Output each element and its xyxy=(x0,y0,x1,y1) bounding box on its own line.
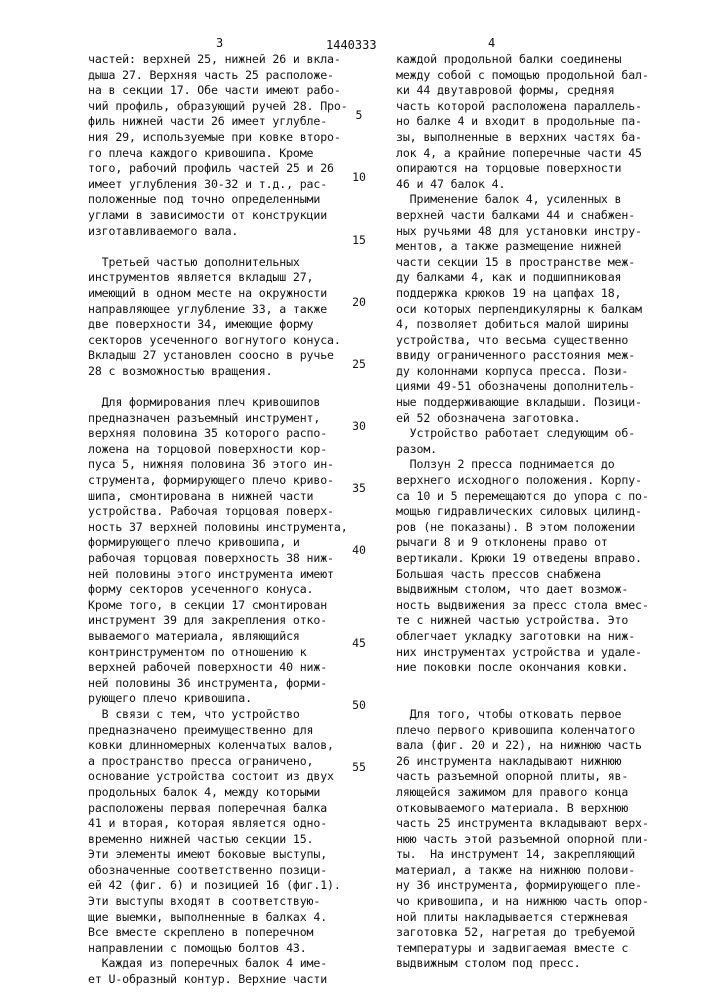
text-line: секторов усеченного вогнутого конуса. xyxy=(88,333,356,349)
patent-number: 1440333 xyxy=(326,38,377,52)
paragraph-gap xyxy=(88,239,356,255)
text-line: вываемого материала, являющийся xyxy=(88,629,356,645)
text-line: дыша 27. Верхняя часть 25 расположе- xyxy=(88,68,356,84)
text-line: Большая часть прессов снабжена xyxy=(396,567,686,583)
text-line: Ползун 2 пресса поднимается до xyxy=(396,457,686,473)
line-number: 55 xyxy=(349,760,369,774)
text-line: верхней части балками 44 и снабжен- xyxy=(396,208,686,224)
text-line: шипа, смонтирована в нижней части xyxy=(88,489,356,505)
page-number-right: 4 xyxy=(488,36,495,50)
text-line: рычаги 8 и 9 отклонены право от xyxy=(396,535,686,551)
text-line: между собой с помощью продольной бал- xyxy=(396,68,686,84)
line-number: 30 xyxy=(349,419,369,433)
text-line: го плеча каждого кривошипа. Кроме xyxy=(88,146,356,162)
line-number: 10 xyxy=(349,170,369,184)
line-number: 40 xyxy=(349,543,369,557)
text-line: ров (не показаны). В этом положении xyxy=(396,520,686,536)
text-line: изготавливаемого вала. xyxy=(88,224,356,240)
text-line: ду балками 4, как и подшипниковая xyxy=(396,270,686,286)
text-line: направляющее углубление 33, а также xyxy=(88,302,356,318)
paragraph-gap xyxy=(88,379,356,395)
text-line: имеет углубления 30-32 и т.д., рас- xyxy=(88,177,356,193)
text-line: ность выдвижения за пресс стола вмес- xyxy=(396,598,686,614)
text-line: ей 52 обозначена заготовка. xyxy=(396,411,686,427)
text-line: на в секции 17. Обе части имеют рабо- xyxy=(88,83,356,99)
text-line: них инструментах устройства и удале- xyxy=(396,645,686,661)
line-number: 25 xyxy=(349,357,369,371)
text-line: 41 и вторая, которая является одно- xyxy=(88,816,356,832)
text-line: Все вместе скреплено в поперечном xyxy=(88,925,356,941)
text-line: ния 29, используемые при ковке второ- xyxy=(88,130,356,146)
paragraph-gap xyxy=(396,676,686,692)
text-line: ввиду ограниченного расстояния меж- xyxy=(396,348,686,364)
text-line: Каждая из поперечных балок 4 име- xyxy=(88,956,356,972)
text-line: положенные под точно определенными xyxy=(88,192,356,208)
text-line: но балке 4 и входит в продольные па- xyxy=(396,114,686,130)
text-line: Эти выступы входят в соответствую- xyxy=(88,894,356,910)
line-number: 5 xyxy=(349,108,369,122)
text-line: направлении с помощью болтов 43. xyxy=(88,941,356,957)
text-line: температуры и задвигаемая вместе с xyxy=(396,941,686,957)
left-text-column xyxy=(88,52,356,988)
text-line: са 10 и 5 перемещаются до упора с по- xyxy=(396,489,686,505)
text-line: ду колоннами корпуса пресса. Пози- xyxy=(396,364,686,380)
text-line: контринструментом по отношению к xyxy=(88,645,356,661)
text-line: а пространство пресса ограничено, xyxy=(88,754,356,770)
text-line: В связи с тем, что устройство xyxy=(88,707,356,723)
text-line: ментов, а также размещение нижней xyxy=(396,239,686,255)
text-line: устройства, что весьма существенно xyxy=(396,333,686,349)
text-line: Применение балок 4, усиленных в xyxy=(396,192,686,208)
text-line: обозначенные соответственно позици- xyxy=(88,863,356,879)
text-line: ну 36 инструмента, формирующего пле- xyxy=(396,878,686,894)
text-line: Устройство работает следующим об- xyxy=(396,426,686,442)
text-line: материал, а также на нижнюю полови- xyxy=(396,863,686,879)
text-line: Третьей частью дополнительных xyxy=(88,255,356,271)
text-line: плечо первого кривошипа коленчатого xyxy=(396,723,686,739)
text-line: поддержка крюков 19 на цапфах 18, xyxy=(396,286,686,302)
text-line: ной плиты накладывается стержневая xyxy=(396,910,686,926)
text-line: Эти элементы имеют боковые выступы, xyxy=(88,847,356,863)
text-line: ляющейся зажимом для правого конца xyxy=(396,785,686,801)
line-number: 50 xyxy=(349,698,369,712)
text-line: части секции 15 в пространстве меж- xyxy=(396,255,686,271)
text-line: чий профиль, образующий ручей 28. Про- xyxy=(88,99,356,115)
text-line: расположены первая поперечная балка xyxy=(88,801,356,817)
right-text-column xyxy=(396,52,686,972)
text-line: частей: верхней 25, нижней 26 и вкла- xyxy=(88,52,356,68)
text-line: устройства. Рабочая торцовая поверх- xyxy=(88,504,356,520)
text-line: ние поковки после окончания ковки. xyxy=(396,660,686,676)
text-line: выдвижным столом под пресс. xyxy=(396,956,686,972)
text-line: зы, выполненные в верхних частях ба- xyxy=(396,130,686,146)
text-line: инструмент 39 для закрепления отко- xyxy=(88,613,356,629)
text-line: углами в зависимости от конструкции xyxy=(88,208,356,224)
text-line: ты. На инструмент 14, закрепляющий xyxy=(396,847,686,863)
text-line: щие выемки, выполненные в балках 4. xyxy=(88,910,356,926)
text-line: ные поддерживающие вкладыши. Позици- xyxy=(396,395,686,411)
text-line: основание устройства состоит из двух xyxy=(88,769,356,785)
text-line: 4, позволяет добиться малой ширины xyxy=(396,317,686,333)
line-number: 35 xyxy=(349,481,369,495)
text-line: часть которой расположена параллель- xyxy=(396,99,686,115)
text-line: филь нижней части 26 имеет углубле- xyxy=(88,114,356,130)
text-line: заготовка 52, нагретая до требуемой xyxy=(396,925,686,941)
text-line: Для того, чтобы отковать первое xyxy=(396,707,686,723)
text-line: оси которых перпендикулярны к балкам xyxy=(396,302,686,318)
text-line: рабочая торцовая поверхность 38 ниж- xyxy=(88,551,356,567)
text-line: Для формирования плеч кривошипов xyxy=(88,395,356,411)
text-line: мощью гидравлических силовых цилинд- xyxy=(396,504,686,520)
text-line: пуса 5, нижняя половина 36 этого ин- xyxy=(88,457,356,473)
text-line: формирующего плечо кривошипа, и xyxy=(88,535,356,551)
text-line: ность 37 верхней половины инструмента, xyxy=(88,520,356,536)
text-line: ней половины 36 инструмента, форми- xyxy=(88,676,356,692)
text-line: вертикали. Крюки 19 отведены вправо. xyxy=(396,551,686,567)
text-line: циями 49-51 обозначены дополнитель- xyxy=(396,379,686,395)
text-line: отковываемого материала. В верхнюю xyxy=(396,801,686,817)
text-line: имеющий в одном месте на окружности xyxy=(88,286,356,302)
page-number-left: 3 xyxy=(216,36,223,50)
text-line: чо кривошипа, и на нижнюю часть опор- xyxy=(396,894,686,910)
paragraph-gap xyxy=(396,691,686,707)
text-line: часть разъемной опорной плиты, яв- xyxy=(396,769,686,785)
text-line: предназначен разъемный инструмент, xyxy=(88,411,356,427)
text-line: инструментов является вкладыш 27, xyxy=(88,270,356,286)
text-line: предназначено преимущественно для xyxy=(88,723,356,739)
text-line: Вкладыш 27 установлен соосно в ручье xyxy=(88,348,356,364)
text-line: Кроме того, в секции 17 смонтирован xyxy=(88,598,356,614)
text-line: верхнего исходного положения. Корпу- xyxy=(396,473,686,489)
text-line: ковки длинномерных коленчатых валов, xyxy=(88,738,356,754)
text-line: вала (фиг. 20 и 22), на нижнюю часть xyxy=(396,738,686,754)
text-line: нюю часть этой разъемной опорной пли- xyxy=(396,832,686,848)
text-line: 26 инструмента накладывают нижнюю xyxy=(396,754,686,770)
text-line: разом. xyxy=(396,442,686,458)
text-line: форму секторов усеченного конуса. xyxy=(88,582,356,598)
text-line: выдвижным столом, что дает возмож- xyxy=(396,582,686,598)
text-line: ки 44 двутавровой формы, средняя xyxy=(396,83,686,99)
text-line: ложена на торцовой поверхности кор- xyxy=(88,442,356,458)
text-line: ней половины этого инструмента имеют xyxy=(88,567,356,583)
text-line: 28 с возможностью вращения. xyxy=(88,364,356,380)
text-line: струмента, формирующего плечо криво- xyxy=(88,473,356,489)
text-line: каждой продольной балки соединены xyxy=(396,52,686,68)
line-number: 45 xyxy=(349,636,369,650)
text-line: ет U-образный контур. Верхние части xyxy=(88,972,356,988)
text-line: временно нижней частью секции 15. xyxy=(88,832,356,848)
text-line: те с нижней частью устройства. Это xyxy=(396,613,686,629)
text-line: продольных балок 4, между которыми xyxy=(88,785,356,801)
line-number: 15 xyxy=(349,233,369,247)
text-line: ей 42 (фиг. 6) и позицией 16 (фиг.1). xyxy=(88,878,356,894)
text-line: верхняя половина 35 которого распо- xyxy=(88,426,356,442)
text-line: того, рабочий профиль частей 25 и 26 xyxy=(88,161,356,177)
text-line: облегчает укладку заготовки на ниж- xyxy=(396,629,686,645)
text-line: две поверхности 34, имеющие форму xyxy=(88,317,356,333)
text-line: рующего плечо кривошипа. xyxy=(88,691,356,707)
text-line: верхней рабочей поверхности 40 ниж- xyxy=(88,660,356,676)
text-line: 46 и 47 балок 4. xyxy=(396,177,686,193)
text-line: ных ручьями 48 для установки инстру- xyxy=(396,224,686,240)
text-line: лок 4, а крайние поперечные части 45 xyxy=(396,146,686,162)
text-line: опираются на торцовые поверхности xyxy=(396,161,686,177)
text-line: часть 25 инструмента вкладывают верх- xyxy=(396,816,686,832)
line-number: 20 xyxy=(349,295,369,309)
